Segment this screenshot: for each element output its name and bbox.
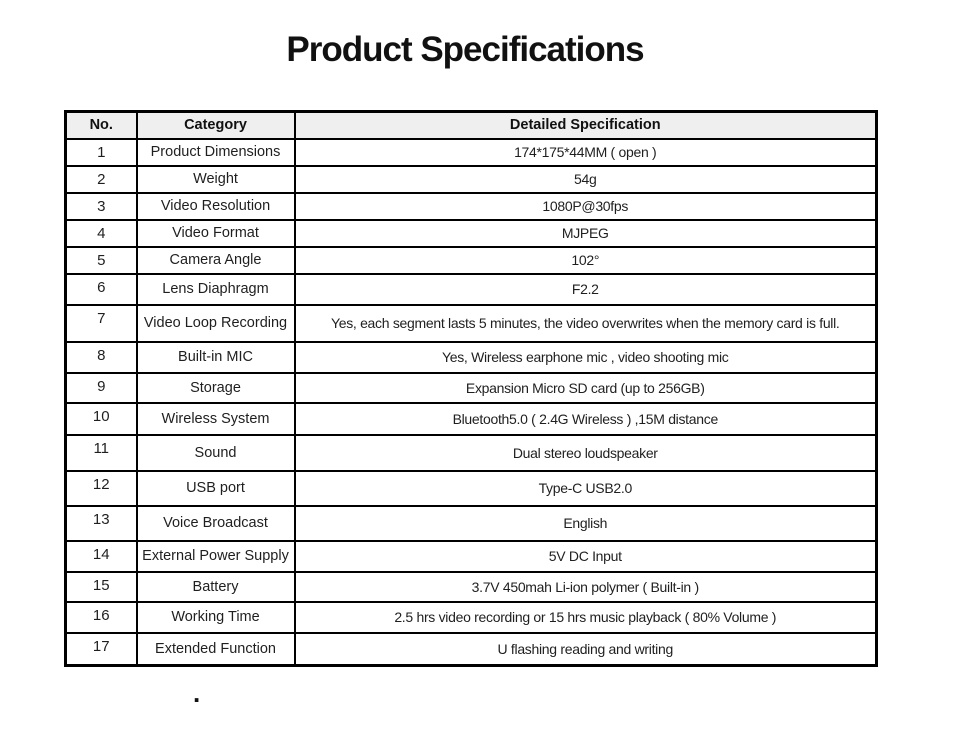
table-cell-category: Sound: [137, 435, 295, 471]
table-cell-no: 13: [66, 506, 137, 541]
table-cell-category: External Power Supply: [137, 541, 295, 572]
table-cell-category: Video Resolution: [137, 193, 295, 220]
table-cell-spec: Dual stereo loudspeaker: [295, 435, 877, 471]
table-cell-category: Weight: [137, 166, 295, 193]
table-cell-spec: 1080P@30fps: [295, 193, 877, 220]
header-no: No.: [66, 112, 137, 139]
table-row: [66, 602, 877, 633]
table-row: [66, 541, 877, 572]
table-cell-no: 12: [66, 471, 137, 506]
spec-table-body: [66, 139, 877, 666]
table-cell-spec: English: [295, 506, 877, 541]
table-header-row: [66, 112, 877, 139]
table-cell-category: Storage: [137, 373, 295, 403]
table-cell-category: Product Dimensions: [137, 139, 295, 166]
table-row: [66, 220, 877, 247]
table-cell-category: Battery: [137, 572, 295, 602]
table-row: [66, 193, 877, 220]
table-cell-category: Video Format: [137, 220, 295, 247]
table-cell-spec: 54g: [295, 166, 877, 193]
table-cell-spec: 5V DC Input: [295, 541, 877, 572]
table-cell-no: 17: [66, 633, 137, 666]
table-row: [66, 373, 877, 403]
table-cell-category: USB port: [137, 471, 295, 506]
table-cell-no: 3: [66, 193, 137, 220]
table-cell-spec: Yes, Wireless earphone mic , video shooting mic: [295, 342, 877, 373]
table-row: [66, 274, 877, 305]
table-cell-spec: U flashing reading and writing: [295, 633, 877, 666]
table-row: [66, 403, 877, 435]
table-cell-category: Camera Angle: [137, 247, 295, 274]
header-category: Category: [137, 112, 295, 139]
table-cell-spec: Type-C USB2.0: [295, 471, 877, 506]
table-cell-category: Built-in MIC: [137, 342, 295, 373]
table-row: [66, 471, 877, 506]
table-cell-no: 6: [66, 274, 137, 305]
table-cell-category: Video Loop Recording: [137, 305, 295, 342]
table-cell-spec: 174*175*44MM ( open ): [295, 139, 877, 166]
table-row: [66, 506, 877, 541]
table-cell-spec: Bluetooth5.0 ( 2.4G Wireless ) ,15M distance: [295, 403, 877, 435]
table-cell-category: Voice Broadcast: [137, 506, 295, 541]
table-row: [66, 247, 877, 274]
table-cell-no: 15: [66, 572, 137, 602]
table-cell-no: 2: [66, 166, 137, 193]
table-cell-no: 14: [66, 541, 137, 572]
header-detailed-specification: Detailed Specification: [295, 112, 877, 139]
table-row: [66, 166, 877, 193]
table-cell-no: 9: [66, 373, 137, 403]
table-cell-spec: Expansion Micro SD card (up to 256GB): [295, 373, 877, 403]
stray-period-text: .: [193, 678, 201, 708]
table-cell-no: 16: [66, 602, 137, 633]
table-cell-no: 4: [66, 220, 137, 247]
table-row: [66, 572, 877, 602]
table-cell-category: Lens Diaphragm: [137, 274, 295, 305]
page-title: Product Specifications: [286, 30, 644, 69]
table-cell-no: 10: [66, 403, 137, 435]
table-cell-category: Extended Function: [137, 633, 295, 666]
table-cell-no: 1: [66, 139, 137, 166]
table-cell-category: Wireless System: [137, 403, 295, 435]
spec-table: [64, 110, 878, 667]
table-row: [66, 305, 877, 342]
table-row: [66, 633, 877, 666]
table-cell-no: 5: [66, 247, 137, 274]
table-cell-category: Working Time: [137, 602, 295, 633]
table-cell-no: 11: [66, 435, 137, 471]
table-cell-no: 7: [66, 305, 137, 342]
table-cell-spec: 102°: [295, 247, 877, 274]
table-row: [66, 139, 877, 166]
table-row: [66, 342, 877, 373]
table-cell-no: 8: [66, 342, 137, 373]
table-cell-spec: 2.5 hrs video recording or 15 hrs music playback ( 80% Volume ): [295, 602, 877, 633]
table-row: [66, 435, 877, 471]
table-cell-spec: MJPEG: [295, 220, 877, 247]
table-cell-spec: 3.7V 450mah Li-ion polymer ( Built-in ): [295, 572, 877, 602]
table-cell-spec: Yes, each segment lasts 5 minutes, the video overwrites when the memory card is full.: [295, 305, 877, 342]
table-cell-spec: F2.2: [295, 274, 877, 305]
